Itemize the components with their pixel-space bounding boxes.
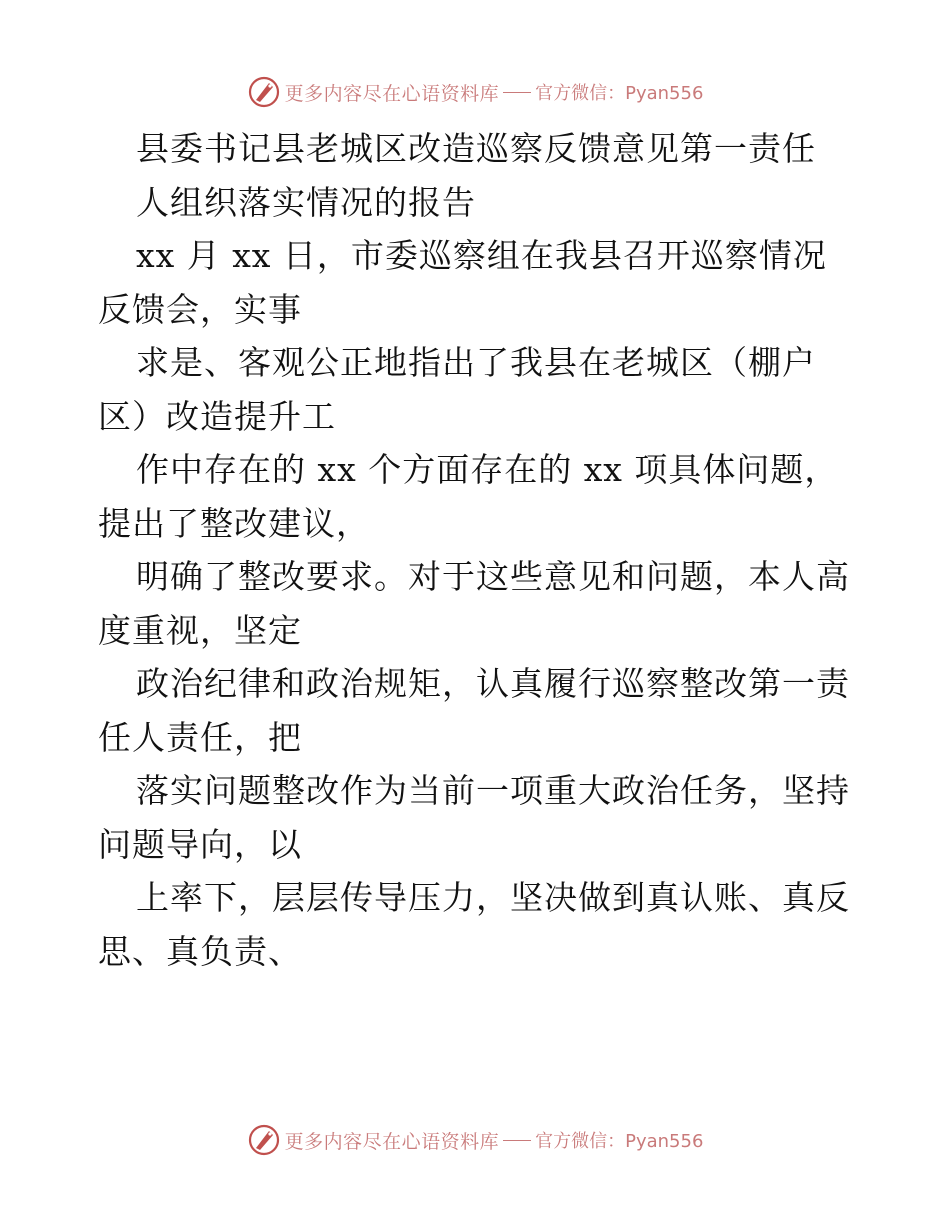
header-slogan: 更多内容尽在心语资料库	[284, 82, 500, 105]
paragraph-line: 反馈会，实事	[98, 289, 302, 329]
footer-divider	[503, 1140, 531, 1141]
paragraph-line: 落实问题整改作为当前一项重大政治任务，坚持	[136, 771, 850, 810]
paragraph-line: 政治纪律和政治规矩，认真履行巡察整改第一责	[136, 664, 850, 703]
pen-nib-logo-icon	[247, 75, 281, 109]
footer-slogan: 更多内容尽在心语资料库	[284, 1130, 500, 1153]
title-line-1: 县委书记县老城区改造巡察反馈意见第一责任	[136, 129, 816, 168]
document-body	[98, 122, 858, 978]
paragraph-line: xx 月 xx 日，市委巡察组在我县召开巡察情况	[136, 236, 827, 275]
paragraph-line: 思、真负责、	[98, 931, 302, 971]
paragraph-line: 区）改造提升工	[98, 396, 336, 436]
pen-nib-logo-icon	[247, 1123, 281, 1157]
paragraph-line: 上率下，层层传导压力，坚决做到真认账、真反	[136, 878, 850, 917]
paragraph-line: 任人责任，把	[98, 717, 302, 757]
paragraph-line: 问题导向，以	[98, 824, 302, 864]
paragraph-line: 作中存在的 xx 个方面存在的 xx 项具体问题，	[136, 450, 839, 489]
paragraph-line: 度重视，坚定	[98, 610, 302, 650]
paragraph-line: 求是、客观公正地指出了我县在老城区（棚户	[136, 343, 816, 382]
header-divider	[503, 92, 531, 93]
paragraph-line: 明确了整改要求。对于这些意见和问题，本人高	[136, 557, 850, 596]
header-wechat: 官方微信：Pyan556	[535, 83, 704, 104]
footer-wechat: 官方微信：Pyan556	[535, 1131, 704, 1152]
header-banner	[0, 72, 950, 112]
paragraph-line: 提出了整改建议，	[98, 503, 370, 543]
title-line-2: 人组织落实情况的报告	[136, 182, 476, 222]
footer-banner	[0, 1120, 950, 1160]
